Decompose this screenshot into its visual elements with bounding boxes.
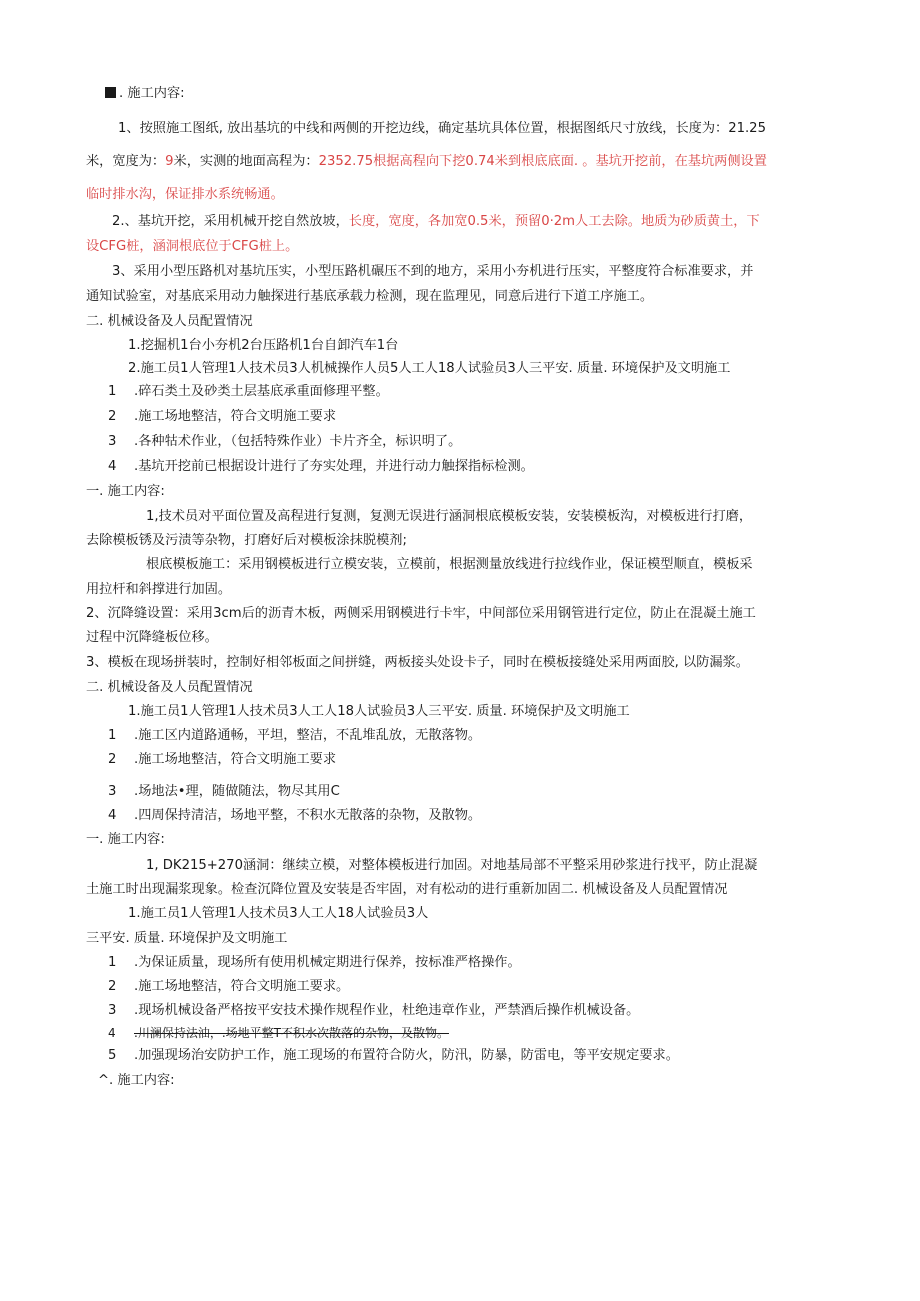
section2-heading: 一. 施工内容: <box>86 484 165 499</box>
s1-list-item: 4 .基坑开挖前已根据设计进行了夯实处理，并进行动力触探指标检测。 <box>108 459 534 474</box>
s1-list-item: 2 .施工场地整洁，符合文明施工要求 <box>108 409 337 424</box>
s2-p1-line1: 1,技术员对平面位置及高程进行复测，复测无误进行涵洞根底模板安装，安装模板沟，对模板进行打磨， <box>146 509 753 524</box>
s2-list-item: 2 .施工场地整洁，符合文明施工要求 <box>108 752 337 767</box>
s1-staff-line: 2.施工员1人管理1人技术员3人机械操作人员5人工人18人试验员3人三平安. 质量. 环境保护及文明施工 <box>128 361 731 376</box>
s3-p1-line2: 土施工时出现漏浆现象。检查沉降位置及安装是否牢固，对有松动的进行重新加固二. 机械设备及人员配置情况 <box>86 882 728 897</box>
s1-p1-line2: 米，宽度为：9米，实测的地面高程为：2352.75根据高程向下挖0.74米到根底底面. 。基坑开挖前，在基坑两侧设置 <box>86 154 767 169</box>
s2-p3-line1: 2、沉降缝设置：采用3cm后的沥青木板，两侧采用钢模进行卡牢，中间部位采用钢管进行定位，防止在混凝土施工 <box>86 606 756 621</box>
s2-list-item: 3 .场地法•理，随做随法，物尽其用C <box>108 784 340 799</box>
s1-p2-line2: 设CFG桩，涵洞根底位于CFG桩上。 <box>86 239 299 254</box>
s2-equipment-heading: 二. 机械设备及人员配置情况 <box>86 680 253 695</box>
s2-p1-line2: 去除模板锈及污渍等杂物，打磨好后对模板涂抹脱模剂; <box>86 533 407 548</box>
s1-p1-line1: 1、按照施工图纸, 放出基坑的中线和两侧的开挖边线，确定基坑具体位置，根据图纸尺寸放线，长度为：21.25 <box>118 121 766 136</box>
s1-p3-line1: 3、采用小型压路机对基坑压实，小型压路机碾压不到的地方，采用小夯机进行压实，平整度符合标准要求，并 <box>112 264 754 279</box>
s2-list-item: 1 .施工区内道路通畅，平坦，整洁，不乱堆乱放，无散落物。 <box>108 728 482 743</box>
s1-equipment-line: 1.挖掘机1台小夯机2台压路机1台自卸汽车1台 <box>128 338 399 353</box>
s3-list-item-struck: 4 .川澜保持法油，.场地平整T不积水次散落的杂物，及散物。 <box>108 1026 449 1040</box>
section3-heading: 一. 施工内容: <box>86 832 165 847</box>
s1-p2-line1: 2.、基坑开挖，采用机械开挖自然放坡，长度，宽度，各加宽0.5米，预留0·2m人工去除。地质为砂质黄土，下 <box>112 214 760 229</box>
s3-list-item: 1 .为保证质量，现场所有使用机械定期进行保养，按标准严格操作。 <box>108 955 521 970</box>
s3-list-item: 3 .现场机械设备严格按平安技术操作规程作业，杜绝违章作业，严禁酒后操作机械设备。 <box>108 1003 640 1018</box>
s2-p2-line1: 根底模板施工：采用钢模板进行立模安装，立模前，根据测量放线进行拉线作业，保证模型顺直，模板采 <box>146 557 753 572</box>
s1-p1-line3: 临时排水沟，保证排水系统畅通。 <box>86 187 284 202</box>
s1-p3-line2: 通知试验室，对基底采用动力触探进行基底承载力检测，现在监理见，同意后进行下道工序施工。 <box>86 289 654 304</box>
section1-heading: . 施工内容: <box>105 84 185 104</box>
section4-heading: ^. 施工内容: <box>98 1073 175 1088</box>
s3-list-item: 5 .加强现场治安防护工作，施工现场的布置符合防火，防汛，防暴，防雷电，等平安规定要求。 <box>108 1048 679 1063</box>
s3-staff-line: 1.施工员1人管理1人技术员3人工人18人试验员3人 <box>128 906 429 921</box>
s1-list-item: 1 .碎石类土及砂类土层基底承重面修理平整。 <box>108 384 389 399</box>
s2-p3-line2: 过程中沉降缝板位移。 <box>86 630 218 645</box>
s1-equipment-heading: 二. 机械设备及人员配置情况 <box>86 314 253 329</box>
s3-safety-heading: 三平安. 质量. 环境保护及文明施工 <box>86 931 288 946</box>
s3-list-item: 2 .施工场地整洁，符合文明施工要求。 <box>108 979 350 994</box>
s2-staff-line: 1.施工员1人管理1人技术员3人工人18人试验员3人三平安. 质量. 环境保护及文明施工 <box>128 704 630 719</box>
square-bullet-icon <box>105 87 116 98</box>
s2-p4: 3、模板在现场拼装时，控制好相邻板面之间拼缝，两板接头处设卡子，同时在模板接缝处采用两面胶, 以防漏浆。 <box>86 655 749 670</box>
s1-list-item: 3 .各种牯术作业，（包括特殊作业）卡片齐全，标识明了。 <box>108 434 462 449</box>
s2-list-item: 4 .四周保持清洁，场地平整，不积水无散落的杂物，及散物。 <box>108 808 482 823</box>
s2-p2-line2: 用拉杆和斜撑进行加固。 <box>86 582 232 597</box>
s3-p1-line1: 1, DK215+270涵洞：继续立模，对整体模板进行加固。对地基局部不平整采用砂浆进行找平，防止混凝 <box>146 858 758 873</box>
